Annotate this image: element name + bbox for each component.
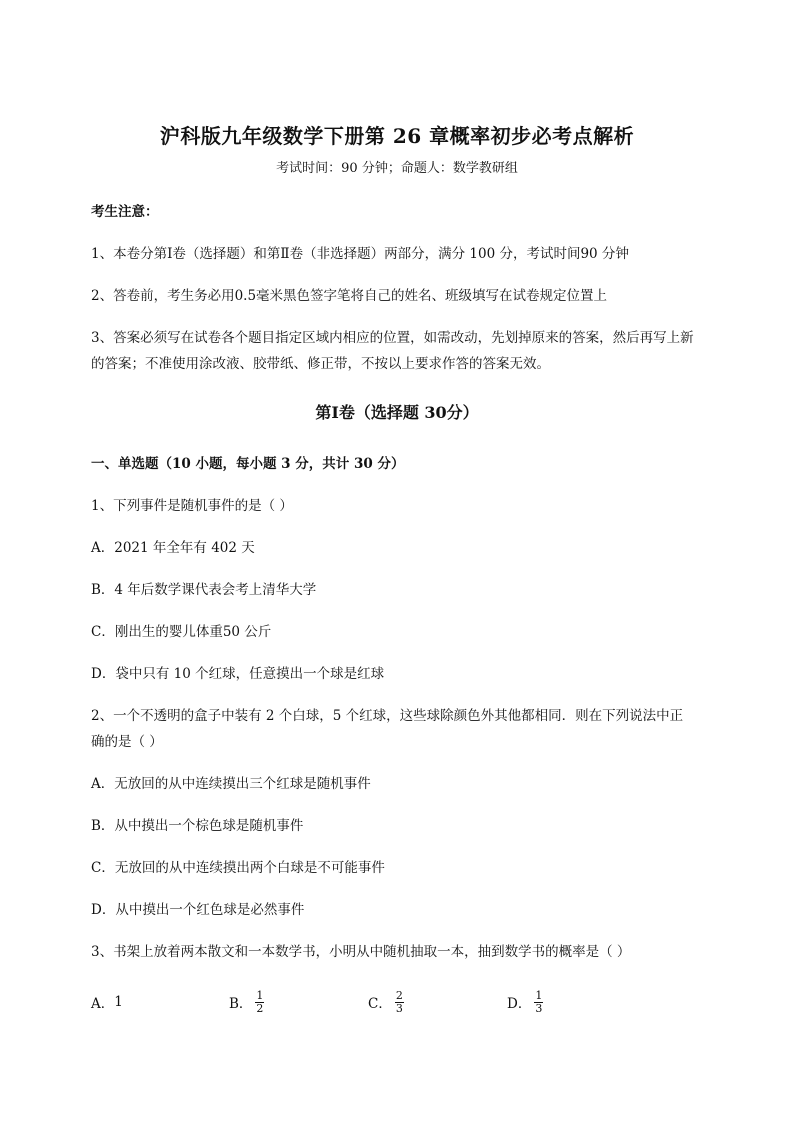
question-option: B．从中摸出一个棕色球是随机事件 xyxy=(91,818,304,834)
option-label: A． xyxy=(91,996,115,1012)
question-stem: 确的是（ ） xyxy=(91,734,163,750)
option-c xyxy=(368,982,404,1022)
question-option: C．无放回的从中连续摸出两个白球是不可能事件 xyxy=(91,860,385,876)
option-d xyxy=(507,982,543,1022)
notice-heading: 考生注意： xyxy=(91,204,159,220)
fraction-numerator: 2 xyxy=(395,988,403,1002)
question-option: C．刚出生的婴儿体重50 公斤 xyxy=(91,624,272,640)
part-heading: 一、单选题（10 小题，每小题 3 分，共计 30 分） xyxy=(91,456,405,472)
option-label: B． xyxy=(229,996,253,1012)
fraction-numerator: 1 xyxy=(535,988,543,1002)
fraction xyxy=(534,990,543,1014)
question-option: D．袋中只有 10 个红球，任意摸出一个球是红球 xyxy=(91,666,385,682)
fraction-numerator: 1 xyxy=(256,988,264,1002)
fraction xyxy=(255,990,264,1014)
fraction xyxy=(395,990,404,1014)
option-value: 1 xyxy=(114,994,123,1010)
option-label: C． xyxy=(368,996,392,1012)
notice-item: 3、答案必须写在试卷各个题目指定区域内相应的位置，如需改动，先划掉原来的答案，然后再写上新 xyxy=(91,330,694,346)
fraction-denominator: 3 xyxy=(535,1001,543,1015)
exam-subtitle: 考试时间：90 分钟；命题人：数学教研组 xyxy=(276,161,518,176)
option-b xyxy=(229,982,264,1022)
notice-item: 2、答卷前，考生务必用0.5毫米黑色签字笔将自己的姓名、班级填写在试卷规定位置上 xyxy=(91,288,608,304)
section-title: 第Ⅰ卷（选择题 30分） xyxy=(315,403,479,422)
option-label: D． xyxy=(507,996,532,1012)
fraction-denominator: 2 xyxy=(256,1001,264,1015)
exam-title: 沪科版九年级数学下册第 26 章概率初步必考点解析 xyxy=(159,124,635,148)
question-option: A．无放回的从中连续摸出三个红球是随机事件 xyxy=(91,776,371,792)
question-stem: 3、书架上放着两本散文和一本数学书，小明从中随机抽取一本，抽到数学书的概率是（ ） xyxy=(91,944,631,960)
option-a xyxy=(91,982,123,1022)
question-stem: 1、下列事件是随机事件的是（ ） xyxy=(91,498,293,514)
question-option: D．从中摸出一个红色球是必然事件 xyxy=(91,902,305,918)
question-stem: 2、一个不透明的盒子中装有 2 个白球，5 个红球，这些球除颜色外其他都相同．则在下列说法中正 xyxy=(91,708,684,724)
fraction-denominator: 3 xyxy=(395,1001,403,1015)
question-options-row xyxy=(91,982,711,1022)
notice-item: 的答案；不准使用涂改液、胶带纸、修正带，不按以上要求作答的答案无效。 xyxy=(91,356,550,372)
notice-item: 1、本卷分第Ⅰ卷（选择题）和第Ⅱ卷（非选择题）两部分，满分 100 分，考试时间90 分钟 xyxy=(91,246,629,262)
question-option: B．4 年后数学课代表会考上清华大学 xyxy=(91,582,317,598)
question-option: A．2021 年全年有 402 天 xyxy=(91,540,255,556)
